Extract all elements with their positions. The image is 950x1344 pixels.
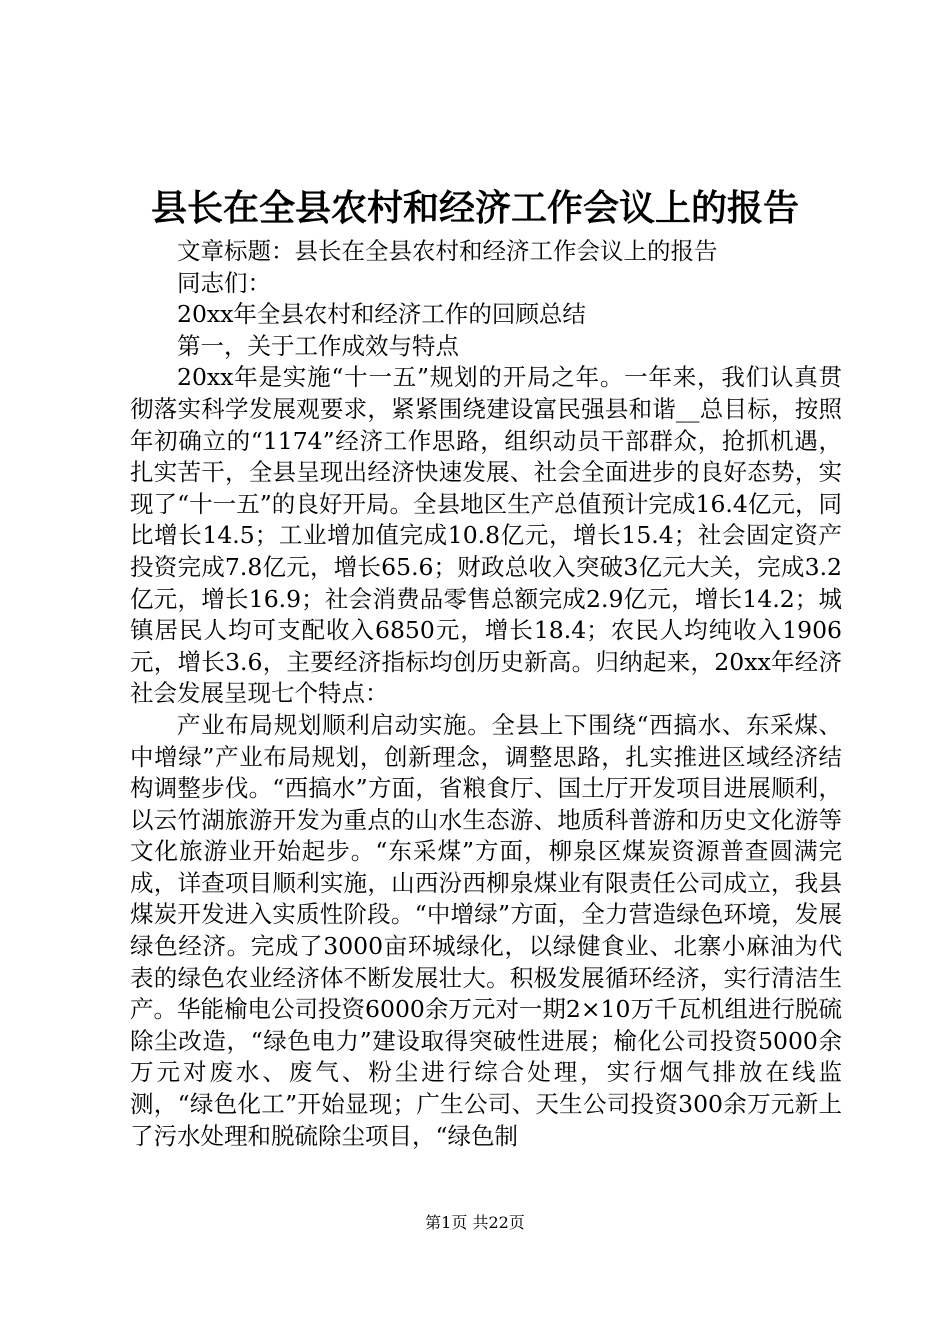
paragraph-salutation: 同志们： — [177, 268, 271, 297]
paragraph-article-title: 文章标题：县长在全县农村和经济工作会议上的报告 — [177, 237, 718, 265]
document-body — [130, 236, 842, 1152]
document-title: 县长在全县农村和经济工作会议上的报告 — [150, 187, 799, 229]
paragraph-section-heading: 20xx年全县农村和经济工作的回顾总结 — [177, 300, 586, 329]
paragraph-industry-layout: 产业布局规划顺利启动实施。全县上下围绕“西搞水、东采煤、中增绿”产业布局规划，创新理念，调整思路，扎实推进区域经济结构调整步伐。“西搞水”方面，省粮食厅、国土厅开发项目进展顺利，以云竹湖旅游开发为重点的山水生态游、地质科普游和历史文化游等文化旅游业开始起步。“东采煤”方面，柳泉区煤炭资源普查圆满完成，详查项目顺利实施，山西汾西柳泉煤业有限责任公司成立，我县煤炭开发进入实质性阶段。“中增绿”方面，全力营造绿色环境，发展绿色经济。完成了3000亩环城绿化，以绿健食业、北寨小麻油为代表的绿色农业经济体不断发展壮大。积极发展循环经济，实行清洁生产。华能榆电公司投资6000余万元对一期2×10万千瓦机组进行脱硫除尘改造，“绿色电力”建设取得突破性进展；榆化公司投资5000余万元对废水、废气、粉尘进行综合处理，实行烟气排放在线监测，“绿色化工”开始显现；广生公司、天生公司投资300余万元新上了污水处理和脱硫除尘项目，“绿色制 — [130, 710, 842, 1150]
page-footer: 第1页 共22页 — [425, 1213, 525, 1232]
paragraph-subsection-heading: 第一，关于工作成效与特点 — [177, 331, 459, 360]
paragraph-overview: 20xx年是实施“十一五”规划的开局之年。一年来，我们认真贯彻落实科学发展观要求，紧紧围绕建设富民强县和谐__总目标，按照年初确立的“1174”经济工作思路，组织动员干部群众，抢抓机遇，扎实苦干，全县呈现出经济快速发展、社会全面进步的良好态势，实现了“十一五”的良好开局。全县地区生产总值预计完成16.4亿元，同比增长14.5；工业增加值完成10.8亿元，增长15.4；社会固定资产投资完成7.8亿元，增长65.6；财政总收入突破3亿元大关，完成3.2亿元，增长16.9；社会消费品零售总额完成2.9亿元，增长14.2；城镇居民人均可支配收入6850元，增长18.4；农民人均纯收入1906元，增长3.6，主要经济指标均创历史新高。归纳起来，20xx年经济社会发展呈现七个特点： — [130, 363, 842, 708]
